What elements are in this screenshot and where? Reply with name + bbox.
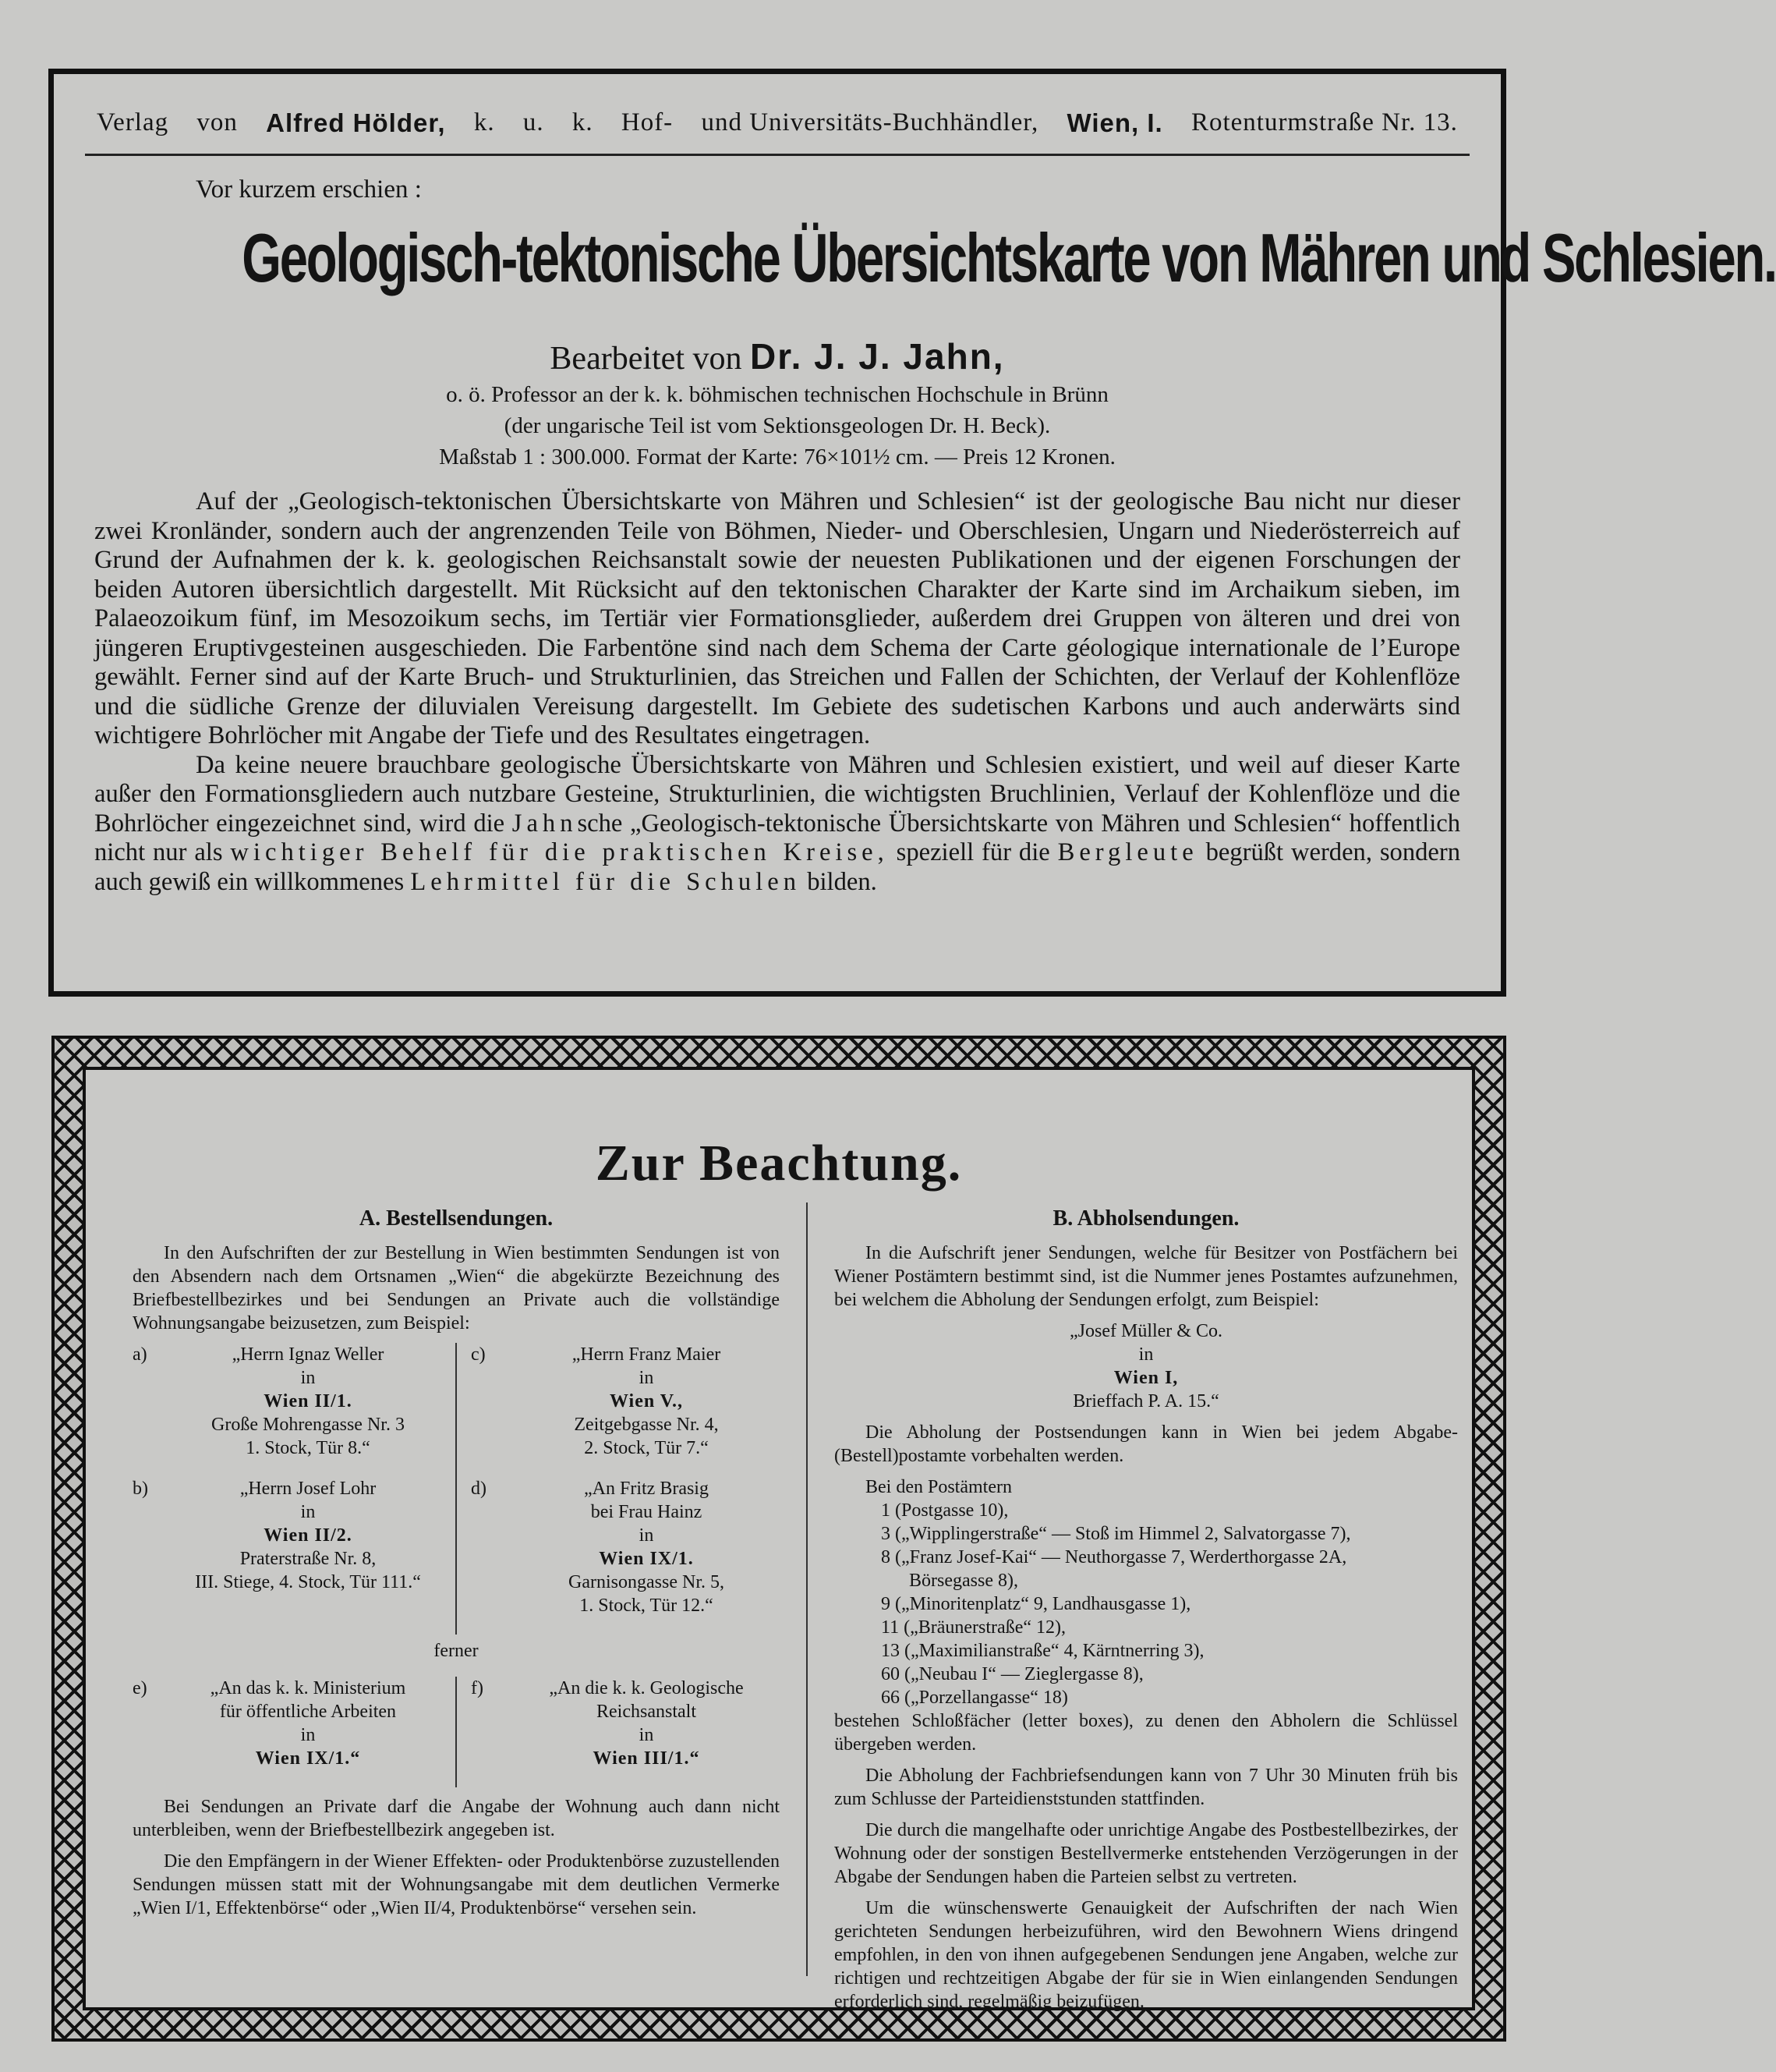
address-line: „Herrn Josef Lohr (239, 1479, 377, 1499)
column-divider (806, 1202, 808, 1976)
private-note: Bei Sendungen an Private darf die Angabe der Wohnung auch dann nicht unterbleiben, wenn der Briefbestellbezirk angegeben ist. (133, 1797, 780, 1840)
address-line: in (1138, 1344, 1154, 1365)
delivery-heading: A. Bestellsendungen. (359, 1206, 554, 1231)
address-line: „An das k. k. Ministerium (210, 1678, 406, 1698)
publisher-name: Alfred Hölder, (266, 108, 446, 137)
text-run: Da keine neuere brauchbare geologische Übersichtskarte von Mähren und Schlesien existiert, und weil auf dieser Karte außer den Formationsgliedern auch nutzbare Gesteine, Strukturlinien, die wichtigsten Bruchlinien, Verlauf der Kohlenflöze und die Bohrlöcher eingezeichnet sind, wird die (94, 750, 1460, 838)
address-line: in (639, 1368, 654, 1388)
spaced-text: Jahn (511, 809, 578, 838)
address-district: Wien I, (1113, 1368, 1179, 1388)
letterbox-text: bestehen Schloßfächer (letter boxes), zu denen den Abholern die Schlüssel übergeben werden. (834, 1711, 1458, 1755)
spaced-text: Bergleute (1057, 838, 1198, 866)
author-title: o. ö. Professor an der k. k. böhmischen technischen Hochschule in Brünn (446, 382, 1109, 407)
publisher-word: k. (473, 108, 495, 136)
example-label: a) (133, 1344, 147, 1365)
post-office-item: 3 („Wipplingerstraße“ — Stoß im Himmel 2, Salvatorgasse 7), (881, 1524, 1351, 1544)
address-line: „Josef Müller & Co. (1070, 1321, 1222, 1341)
address-example-f (471, 1677, 780, 1770)
text-run: bilden. (807, 867, 877, 896)
address-line: Garnisongasse Nr. 5, (568, 1572, 724, 1592)
boerse-note: Die den Empfängern in der Wiener Effekten- oder Produktenbörse zuzustellenden Sendungen müssen statt mit der Wohnungsangabe mit dem deutlichen Vermerke „Wien I/1, Effektenbörse“ oder „Wien II/4, Produktenbörse“ versehen sein. (133, 1851, 780, 1918)
address-line: 2. Stock, Tür 7.“ (584, 1438, 709, 1458)
author-line (54, 335, 1501, 377)
map-advertisement (48, 69, 1776, 997)
advert-paragraph-2 (94, 751, 1460, 898)
publisher-city: Wien, I. (1067, 108, 1163, 137)
postal-notice (83, 1067, 1475, 2010)
address-line: III. Stiege, 4. Stock, Tür 111.“ (195, 1572, 421, 1592)
intro-text: Vor kurzem erschien : (196, 175, 422, 204)
notice-border-frame (51, 1036, 1506, 2042)
publisher-word: Hof- (621, 108, 674, 136)
address-line: in (639, 1725, 654, 1745)
address-district: Wien IX/1.“ (255, 1748, 361, 1769)
post-office-item: 11 („Bräunerstraße“ 12), (881, 1617, 1066, 1638)
address-line: in (639, 1525, 654, 1546)
final-text: Um die wünschenswerte Genauigkeit der Aufschriften der nach Wien gerichteten Sendungen herbeizuführen, wird den Bewohnern Wiens dringend empfohlen, in den von ihnen aufgegebenen Sendungen jene Angaben, welche zur richtigen und rechtzeitigen Abgabe der für sie in Wien einlangenden Sendungen erforderlich sind, regelmäßig beizufügen. (834, 1898, 1458, 2012)
post-office-item: 1 (Postgasse 10), (881, 1500, 1009, 1521)
address-example-a (133, 1343, 441, 1460)
address-line: 1. Stock, Tür 8.“ (246, 1438, 370, 1458)
address-example-c (471, 1343, 780, 1460)
address-line: für öffentliche Arbeiten (219, 1702, 397, 1722)
address-district: Wien II/1. (264, 1391, 352, 1411)
publisher-word: Verlag (97, 108, 169, 136)
address-line: Reichsanstalt (596, 1702, 696, 1722)
example-label: e) (133, 1678, 147, 1698)
publisher-word: von (196, 108, 238, 136)
pickup-intro: In die Aufschrift jener Sendungen, welche für Besitzer von Postfächern bei Wiener Postämtern bestimmt sind, ist die Nummer jenes Postamtes aufzunehmen, bei welchem die Abholung der Sendungen erfolgt, zum Beispiel: (834, 1243, 1458, 1310)
address-line: „Herrn Ignaz Weller (232, 1344, 384, 1365)
text-run: speziell für die (896, 838, 1050, 866)
publisher-word: und Universitäts-Buchhändler, (701, 108, 1039, 136)
fach-text: Die Abholung der Fachbriefsendungen kann von 7 Uhr 30 Minuten früh bis zum Schlusse der Parteidienststunden stattfinden. (834, 1766, 1458, 1809)
publisher-word: k. (571, 108, 593, 136)
spaced-text: Lehrmittel für die Schulen (410, 867, 801, 896)
delivery-intro: In den Aufschriften der zur Bestellung in Wien bestimmten Sendungen ist von den Absendern nach dem Ortsnamen „Wien“ die abgekürzte Bezeichnung des Briefbestellbezirkes und bei Sendungen an Private auch die vollständige Wohnungsangabe beizusetzen, zum Beispiel: (133, 1243, 780, 1334)
address-line: in (300, 1725, 316, 1745)
text-run: sche „Geologisch-tektonische Übersichtskarte von Mähren und Schlesien“ hoffentlich nicht nur als (94, 809, 1460, 866)
example-label: f) (471, 1678, 483, 1698)
post-office-item: Börsegasse 8), (909, 1571, 1018, 1591)
delivery-column (133, 1207, 780, 1928)
publisher-line (97, 108, 1458, 138)
address-line: 1. Stock, Tür 12.“ (579, 1596, 713, 1616)
examples-divider (455, 1677, 457, 1787)
address-district: Wien V., (609, 1391, 684, 1411)
advert-paragraph-1: Auf der „Geologisch-tektonischen Übersichtskarte von Mähren und Schlesien“ ist der geologische Bau nicht nur dieser zwei Kronländer, sondern auch der angrenzenden Teile von Böhmen, Nieder- und Oberschlesien, Ungarn und Niederösterreich auf Grund der Aufnahmen der k. k. geologischen Reichsanstalt sowie der neuesten Publikationen und der eigenen Forschungen der beiden Autoren übersichtlich dargestellt. Mit Rücksicht auf den tektonischen Charakter der Karte sind im Archaikum sieben, im Palaeozoikum fünf, im Mesozoikum sechs, im Tertiär vier Formationsglieder, außerdem drei Gruppen von älteren und drei von jüngeren Eruptivgesteinen ausgeschieden. Die Farbentöne sind nach dem Schema der Carte géologique internationale de l’Europe gewählt. Ferner sind auf der Karte Bruch- und Strukturlinien, das Streichen und Fallen der Schichten, der Verlauf der Kohlenflöze und die südliche Grenze der diluvialen Vereisung dargestellt. Im Gebiete des sudetischen Karbons und auch anderwärts sind wichtigere Bohrlöcher mit Angabe der Tiefe und des Resultates eingetragen. (94, 487, 1460, 749)
example-label: c) (471, 1344, 486, 1365)
address-line: „Herrn Franz Maier (571, 1344, 721, 1365)
address-line: Praterstraße Nr. 8, (239, 1549, 377, 1569)
address-line: bei Frau Hainz (590, 1502, 702, 1522)
spaced-text: wichtiger Behelf für die praktischen Kreise, (230, 838, 889, 866)
address-example-d (471, 1477, 780, 1617)
ferner-label: ferner (433, 1641, 479, 1661)
hungarian-note: (der ungarische Teil ist vom Sektionsgeologen Dr. H. Beck). (504, 413, 1051, 438)
post-office-item: 66 („Porzellangasse“ 18) (881, 1688, 1068, 1708)
pickup-example (834, 1319, 1458, 1413)
post-office-list (881, 1499, 1458, 1709)
address-line: Große Mohrengasse Nr. 3 (211, 1415, 405, 1435)
address-example-b (133, 1477, 441, 1594)
text-run: begrüßt werden, sondern auch gewiß ein willkommenes (94, 838, 1460, 896)
pickup-column (834, 1207, 1458, 2021)
address-line: Brieffach P. A. 15.“ (1073, 1391, 1219, 1411)
address-line: in (300, 1502, 316, 1522)
offices-intro: Bei den Postämtern (865, 1477, 1012, 1497)
publisher-address: Rotenturmstraße Nr. 13. (1190, 108, 1458, 136)
address-line: „An die k. k. Geologische (549, 1678, 744, 1698)
header-rule (85, 154, 1470, 156)
address-examples (133, 1343, 780, 1635)
advert-body (94, 487, 1460, 897)
post-office-item: 9 („Minoritenplatz“ 9, Landhausgasse 1), (881, 1594, 1191, 1614)
address-district: Wien II/2. (264, 1525, 352, 1546)
notice-title: Zur Beachtung. (595, 1135, 963, 1192)
post-office-item: 13 („Maximilianstraße“ 4, Kärntnerring 3), (881, 1641, 1205, 1661)
author-name: Dr. J. J. Jahn, (750, 336, 1005, 377)
address-district: Wien III/1.“ (593, 1748, 700, 1769)
delay-text: Die durch die mangelhafte oder unrichtige Angabe des Postbestellbezirkes, der Wohnung oder der sonstigen Bestellvermerke entstehenden Verzögerungen in der Abgabe der Sendungen haben die Parteien selbst zu vertreten. (834, 1820, 1458, 1887)
examples-divider (455, 1343, 457, 1635)
address-district: Wien IX/1. (599, 1549, 694, 1569)
publisher-word: u. (522, 108, 544, 136)
examples-left (133, 1343, 441, 1635)
edited-by-label: Bearbeitet von (550, 341, 742, 377)
scale-format-price: Maßstab 1 : 300.000. Format der Karte: 76×101½ cm. — Preis 12 Kronen. (439, 445, 1116, 469)
address-example-e (133, 1677, 441, 1770)
pickup-heading: B. Abholsendungen. (1053, 1206, 1240, 1231)
example-label: d) (471, 1479, 486, 1499)
address-line: in (300, 1368, 316, 1388)
post-office-item: 60 („Neubau I“ — Zieglergasse 8), (881, 1664, 1144, 1684)
address-line: „An Fritz Brasig (584, 1479, 709, 1499)
map-title: Geologisch-tektonische Übersichtskarte von Mähren und Schlesien. (242, 219, 1776, 296)
address-examples-official (133, 1677, 780, 1787)
post-office-item: 8 („Franz Josef-Kai“ — Neuthorgasse 7, Werderthorgasse 2A, (881, 1547, 1347, 1567)
abholung-text: Die Abholung der Postsendungen kann in Wien bei jedem Abgabe-(Bestell)postamte vorbehalten werden. (834, 1422, 1458, 1466)
address-line: Zeitgebgasse Nr. 4, (574, 1415, 719, 1435)
examples-right (471, 1343, 780, 1635)
example-label: b) (133, 1479, 148, 1499)
